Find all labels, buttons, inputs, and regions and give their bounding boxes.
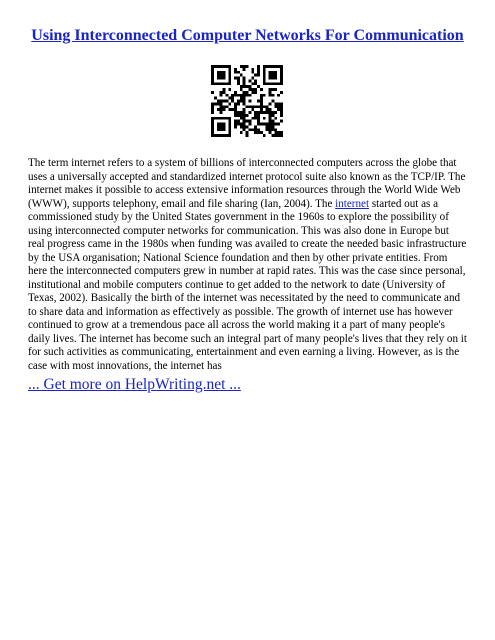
qr-code-icon xyxy=(211,65,283,137)
document-title-link[interactable]: Using Interconnected Computer Networks For Communication xyxy=(31,27,464,44)
qr-code-graphic xyxy=(211,65,283,137)
body-text-part-1: The term internet refers to a system of billions of interconnected computers across the globe that uses a universally accepted and standardized internet protocol suite also known as the TCP/IP. The internet makes it possible to access extensive information resources through the World Wide Web (WWW), supports telephony, email and file sharing (Ian, 2004). The xyxy=(28,157,466,210)
body-text-part-2: started out as a commissioned study by the United States government in the 1960s to explore the possibility of using interconnected computer networks for communication. This was also done in Europe but real progress came in the 1980s when funding was availed to create the needed basic infrastructure by the USA organisation; National Science foundation and then by other private entities. From here the interconnected computers grew in number at rapid rates. This was the case since personal, institutional and mobile computers continue to get added to the network to date (University of Texas, 2002). Basically the birth of the internet was necessitated by the need to communicate and to share data and information as effectively as possible. The growth of internet use has however continued to grow at a tremendous pace all across the world making it a part of many people's daily lives. The internet has become such an integral part of many people's lives that they rely on it for such activities as communicating, entertainment and even earning a living. However, as is the case with most innovations, the internet has xyxy=(28,197,467,372)
internet-link[interactable]: internet xyxy=(335,197,370,210)
body-paragraph xyxy=(28,157,468,373)
get-more-link[interactable]: ... Get more on HelpWriting.net ... xyxy=(28,376,241,393)
